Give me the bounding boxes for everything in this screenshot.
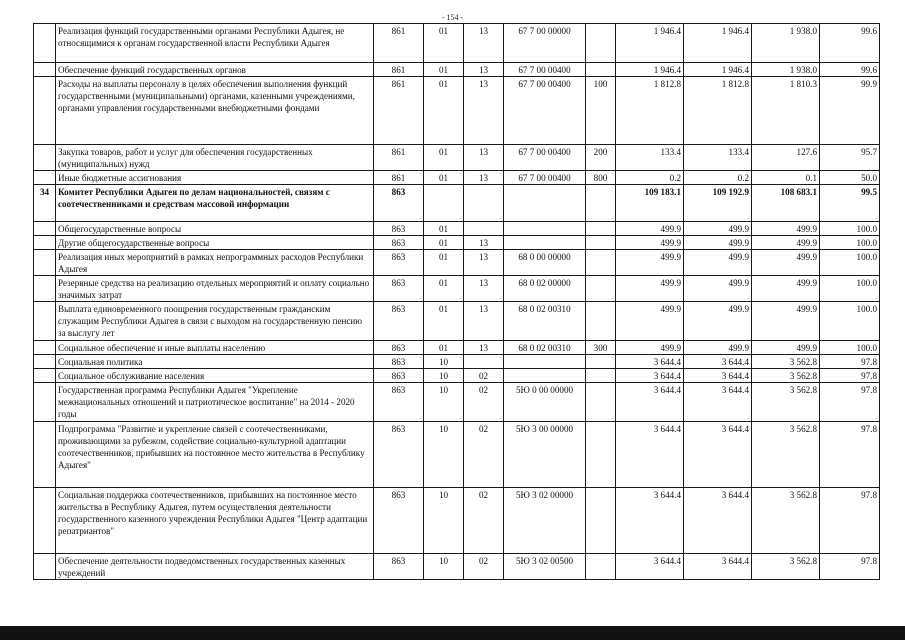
executed-amount: 127.6 xyxy=(752,145,820,171)
subsection-code: 13 xyxy=(464,171,504,185)
executed-amount: 3 562.8 xyxy=(752,369,820,383)
approved-amount: 1 946.4 xyxy=(616,63,684,77)
target-article-code: 68 0 02 00310 xyxy=(504,302,586,341)
section-code: 10 xyxy=(424,488,464,554)
refined-amount: 1 946.4 xyxy=(684,63,752,77)
refined-amount: 499.9 xyxy=(684,341,752,355)
ved-code: 863 xyxy=(374,383,424,422)
approved-amount: 3 644.4 xyxy=(616,554,684,580)
subsection-code: 02 xyxy=(464,369,504,383)
section-code xyxy=(424,185,464,222)
execution-percent: 100.0 xyxy=(820,236,880,250)
target-article-code: 67 7 00 00000 xyxy=(504,24,586,63)
execution-percent: 100.0 xyxy=(820,250,880,276)
approved-amount: 1 812.8 xyxy=(616,77,684,145)
subsection-code: 02 xyxy=(464,422,504,488)
target-article-code: 67 7 00 00400 xyxy=(504,77,586,145)
budget-table xyxy=(33,23,880,580)
ved-code: 863 xyxy=(374,250,424,276)
ved-code: 861 xyxy=(374,24,424,63)
refined-amount: 133.4 xyxy=(684,145,752,171)
refined-amount: 3 644.4 xyxy=(684,369,752,383)
target-article-code: 67 7 00 00400 xyxy=(504,145,586,171)
execution-percent: 99.6 xyxy=(820,24,880,63)
table-row xyxy=(34,185,880,222)
executed-amount: 3 562.8 xyxy=(752,488,820,554)
table-row xyxy=(34,302,880,341)
row-number xyxy=(34,250,56,276)
refined-amount: 3 644.4 xyxy=(684,422,752,488)
table-row xyxy=(34,554,880,580)
row-number xyxy=(34,422,56,488)
executed-amount: 499.9 xyxy=(752,341,820,355)
refined-amount: 0.2 xyxy=(684,171,752,185)
approved-amount: 133.4 xyxy=(616,145,684,171)
execution-percent: 97.8 xyxy=(820,355,880,369)
row-name: Комитет Республики Адыгея по делам национальностей, связям с соотечественниками и средствам массовой информации xyxy=(56,185,374,222)
subsection-code: 13 xyxy=(464,77,504,145)
execution-percent: 97.8 xyxy=(820,369,880,383)
execution-percent: 100.0 xyxy=(820,341,880,355)
executed-amount: 3 562.8 xyxy=(752,355,820,369)
table-row xyxy=(34,171,880,185)
table-row xyxy=(34,383,880,422)
section-code: 10 xyxy=(424,369,464,383)
approved-amount: 499.9 xyxy=(616,302,684,341)
refined-amount: 1 812.8 xyxy=(684,77,752,145)
expense-type-code xyxy=(586,422,616,488)
row-name: Подпрограмма "Развитие и укрепление связей с соотечественниками, проживающими за рубежом, содействие социально-культурной адаптации соотечественников, прибывших на постоянное место жительства в Республику Адыгея" xyxy=(56,422,374,488)
row-number xyxy=(34,488,56,554)
target-article-code: 5Ю 3 02 00500 xyxy=(504,554,586,580)
expense-type-code xyxy=(586,250,616,276)
table-row xyxy=(34,24,880,63)
section-code: 01 xyxy=(424,302,464,341)
execution-percent: 95.7 xyxy=(820,145,880,171)
subsection-code xyxy=(464,355,504,369)
section-code: 10 xyxy=(424,383,464,422)
expense-type-code xyxy=(586,554,616,580)
section-code: 01 xyxy=(424,145,464,171)
row-name: Реализация функций государственными органами Республики Адыгея, не относящимися к органам государственной власти Республики Адыгея xyxy=(56,24,374,63)
row-number xyxy=(34,236,56,250)
table-row xyxy=(34,222,880,236)
section-code: 01 xyxy=(424,77,464,145)
refined-amount: 499.9 xyxy=(684,222,752,236)
executed-amount: 499.9 xyxy=(752,236,820,250)
row-name: Выплата единовременного поощрения государственным гражданским служащим Республики Адыгея в связи с выходом на государственную пенсию за выслугу лет xyxy=(56,302,374,341)
subsection-code xyxy=(464,222,504,236)
execution-percent: 97.8 xyxy=(820,554,880,580)
table-row xyxy=(34,236,880,250)
table-row xyxy=(34,422,880,488)
table-row xyxy=(34,355,880,369)
expense-type-code xyxy=(586,276,616,302)
execution-percent: 100.0 xyxy=(820,302,880,341)
row-number xyxy=(34,341,56,355)
approved-amount: 3 644.4 xyxy=(616,369,684,383)
table-row xyxy=(34,369,880,383)
row-number xyxy=(34,355,56,369)
section-code: 01 xyxy=(424,222,464,236)
section-code: 01 xyxy=(424,63,464,77)
ved-code: 863 xyxy=(374,554,424,580)
execution-percent: 97.8 xyxy=(820,383,880,422)
target-article-code xyxy=(504,222,586,236)
executed-amount: 499.9 xyxy=(752,302,820,341)
approved-amount: 1 946.4 xyxy=(616,24,684,63)
subsection-code: 13 xyxy=(464,302,504,341)
row-number xyxy=(34,383,56,422)
expense-type-code: 200 xyxy=(586,145,616,171)
refined-amount: 3 644.4 xyxy=(684,488,752,554)
approved-amount: 499.9 xyxy=(616,222,684,236)
executed-amount: 3 562.8 xyxy=(752,383,820,422)
row-name: Реализация иных мероприятий в рамках непрограммных расходов Республики Адыгея xyxy=(56,250,374,276)
approved-amount: 499.9 xyxy=(616,250,684,276)
ved-code: 861 xyxy=(374,171,424,185)
executed-amount: 1 938.0 xyxy=(752,63,820,77)
ved-code: 861 xyxy=(374,77,424,145)
executed-amount: 108 683.1 xyxy=(752,185,820,222)
expense-type-code xyxy=(586,63,616,77)
row-name: Социальная поддержка соотечественников, прибывших на постоянное место жительства в Республику Адыгея, путем осуществления деятельности государственного казенного учреждения Республики Адыгея "Центр адаптации репатриантов" xyxy=(56,488,374,554)
subsection-code: 13 xyxy=(464,341,504,355)
expense-type-code xyxy=(586,355,616,369)
subsection-code: 13 xyxy=(464,236,504,250)
execution-percent: 99.6 xyxy=(820,63,880,77)
refined-amount: 499.9 xyxy=(684,236,752,250)
row-number xyxy=(34,369,56,383)
execution-percent: 100.0 xyxy=(820,222,880,236)
row-number xyxy=(34,63,56,77)
row-name: Социальное обеспечение и иные выплаты населению xyxy=(56,341,374,355)
target-article-code: 5Ю 3 02 00000 xyxy=(504,488,586,554)
expense-type-code: 800 xyxy=(586,171,616,185)
ved-code: 863 xyxy=(374,222,424,236)
row-number xyxy=(34,24,56,63)
refined-amount: 1 946.4 xyxy=(684,24,752,63)
subsection-code: 13 xyxy=(464,145,504,171)
row-name: Социальная политика xyxy=(56,355,374,369)
target-article-code: 5Ю 3 00 00000 xyxy=(504,422,586,488)
execution-percent: 100.0 xyxy=(820,276,880,302)
row-name: Социальное обслуживание населения xyxy=(56,369,374,383)
ved-code: 863 xyxy=(374,236,424,250)
refined-amount: 499.9 xyxy=(684,250,752,276)
row-name: Обеспечение функций государственных органов xyxy=(56,63,374,77)
execution-percent: 99.5 xyxy=(820,185,880,222)
approved-amount: 3 644.4 xyxy=(616,488,684,554)
target-article-code xyxy=(504,355,586,369)
approved-amount: 109 183.1 xyxy=(616,185,684,222)
subsection-code: 02 xyxy=(464,488,504,554)
row-name: Иные бюджетные ассигнования xyxy=(56,171,374,185)
table-row xyxy=(34,145,880,171)
refined-amount: 3 644.4 xyxy=(684,355,752,369)
row-name: Расходы на выплаты персоналу в целях обеспечения выполнения функций государственными (муниципальными) органами, казенными учреждениями, органами управления государственными внебюджетными фондами xyxy=(56,77,374,145)
expense-type-code xyxy=(586,236,616,250)
approved-amount: 499.9 xyxy=(616,341,684,355)
target-article-code xyxy=(504,236,586,250)
row-number xyxy=(34,145,56,171)
expense-type-code xyxy=(586,369,616,383)
table-row xyxy=(34,341,880,355)
section-code: 10 xyxy=(424,422,464,488)
page-number: - 154 - xyxy=(441,13,464,22)
table-row xyxy=(34,276,880,302)
expense-type-code xyxy=(586,185,616,222)
execution-percent: 99.9 xyxy=(820,77,880,145)
execution-percent: 50.0 xyxy=(820,171,880,185)
target-article-code: 67 7 00 00400 xyxy=(504,63,586,77)
section-code: 01 xyxy=(424,276,464,302)
target-article-code: 68 0 02 00310 xyxy=(504,341,586,355)
approved-amount: 3 644.4 xyxy=(616,422,684,488)
approved-amount: 499.9 xyxy=(616,276,684,302)
executed-amount: 0.1 xyxy=(752,171,820,185)
ved-code: 863 xyxy=(374,276,424,302)
subsection-code: 02 xyxy=(464,554,504,580)
row-number xyxy=(34,554,56,580)
target-article-code: 68 0 00 00000 xyxy=(504,250,586,276)
refined-amount: 499.9 xyxy=(684,302,752,341)
refined-amount: 109 192.9 xyxy=(684,185,752,222)
row-number xyxy=(34,77,56,145)
table-row xyxy=(34,63,880,77)
subsection-code: 13 xyxy=(464,63,504,77)
table-row xyxy=(34,250,880,276)
expense-type-code: 300 xyxy=(586,341,616,355)
ved-code: 861 xyxy=(374,63,424,77)
section-code: 10 xyxy=(424,554,464,580)
expense-type-code xyxy=(586,302,616,341)
ved-code: 861 xyxy=(374,145,424,171)
row-name: Другие общегосударственные вопросы xyxy=(56,236,374,250)
ved-code: 863 xyxy=(374,422,424,488)
approved-amount: 3 644.4 xyxy=(616,355,684,369)
section-code: 01 xyxy=(424,24,464,63)
row-number xyxy=(34,302,56,341)
approved-amount: 499.9 xyxy=(616,236,684,250)
section-code: 10 xyxy=(424,355,464,369)
ved-code: 863 xyxy=(374,355,424,369)
executed-amount: 499.9 xyxy=(752,250,820,276)
executed-amount: 1 938.0 xyxy=(752,24,820,63)
section-code: 01 xyxy=(424,341,464,355)
target-article-code: 68 0 02 00000 xyxy=(504,276,586,302)
row-name: Резервные средства на реализацию отдельных мероприятий и оплату социально значимых затрат xyxy=(56,276,374,302)
approved-amount: 0.2 xyxy=(616,171,684,185)
approved-amount: 3 644.4 xyxy=(616,383,684,422)
ved-code: 863 xyxy=(374,488,424,554)
expense-type-code xyxy=(586,383,616,422)
ved-code: 863 xyxy=(374,185,424,222)
subsection-code: 13 xyxy=(464,276,504,302)
row-name: Государственная программа Республики Адыгея "Укрепление межнациональных отношений и патриотическое воспитание" на 2014 - 2020 годы xyxy=(56,383,374,422)
executed-amount: 3 562.8 xyxy=(752,554,820,580)
refined-amount: 3 644.4 xyxy=(684,383,752,422)
expense-type-code xyxy=(586,24,616,63)
row-number: 34 xyxy=(34,185,56,222)
execution-percent: 97.8 xyxy=(820,488,880,554)
ved-code: 863 xyxy=(374,369,424,383)
scan-bottom-edge xyxy=(0,626,905,640)
executed-amount: 499.9 xyxy=(752,276,820,302)
target-article-code xyxy=(504,369,586,383)
section-code: 01 xyxy=(424,236,464,250)
table-row xyxy=(34,488,880,554)
row-name: Закупка товаров, работ и услуг для обеспечения государственных (муниципальных) нужд xyxy=(56,145,374,171)
expense-type-code: 100 xyxy=(586,77,616,145)
execution-percent: 97.8 xyxy=(820,422,880,488)
row-name: Обеспечение деятельности подведомственных государственных казенных учреждений xyxy=(56,554,374,580)
row-number xyxy=(34,276,56,302)
executed-amount: 3 562.8 xyxy=(752,422,820,488)
subsection-code: 13 xyxy=(464,250,504,276)
executed-amount: 499.9 xyxy=(752,222,820,236)
row-number xyxy=(34,171,56,185)
row-name: Общегосударственные вопросы xyxy=(56,222,374,236)
expense-type-code xyxy=(586,222,616,236)
section-code: 01 xyxy=(424,250,464,276)
subsection-code: 13 xyxy=(464,24,504,63)
subsection-code: 02 xyxy=(464,383,504,422)
ved-code: 863 xyxy=(374,302,424,341)
executed-amount: 1 810.3 xyxy=(752,77,820,145)
table-row xyxy=(34,77,880,145)
target-article-code: 67 7 00 00400 xyxy=(504,171,586,185)
subsection-code xyxy=(464,185,504,222)
expense-type-code xyxy=(586,488,616,554)
target-article-code: 5Ю 0 00 00000 xyxy=(504,383,586,422)
ved-code: 863 xyxy=(374,341,424,355)
row-number xyxy=(34,222,56,236)
section-code: 01 xyxy=(424,171,464,185)
refined-amount: 499.9 xyxy=(684,276,752,302)
refined-amount: 3 644.4 xyxy=(684,554,752,580)
target-article-code xyxy=(504,185,586,222)
